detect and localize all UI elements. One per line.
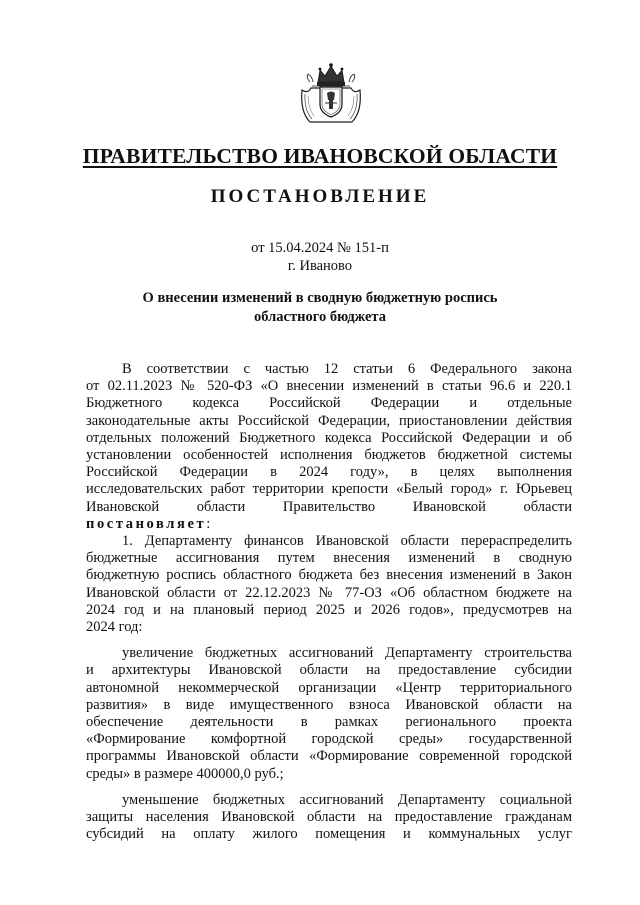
coat-of-arms-emblem bbox=[296, 60, 366, 128]
preamble-line: Бюджетного кодекса Российской Федерации и отдельные bbox=[86, 395, 572, 412]
resolves-line bbox=[86, 516, 572, 533]
resolves-word: постановляет bbox=[86, 515, 207, 532]
decrease-line: субсидий на оплату жилого помещения и коммунальных услуг bbox=[86, 826, 572, 843]
subject-line-2: областного бюджета bbox=[254, 309, 386, 325]
organization-title: ПРАВИТЕЛЬСТВО ИВАНОВСКОЙ ОБЛАСТИ bbox=[82, 144, 558, 168]
preamble-line: В соответствии с частью 12 статьи 6 Федерального закона bbox=[122, 361, 572, 377]
increase-line: среды» в размере 400000,0 руб.; bbox=[86, 765, 284, 782]
preamble-line: отдельных положений Бюджетного кодекса Российской Федерации и об bbox=[86, 429, 572, 446]
item1-line: 2024 год и на плановый период 2025 и 2026 годов», предусмотрев на bbox=[86, 601, 572, 618]
paragraph-gap bbox=[86, 636, 572, 645]
increase-line: увеличение бюджетных ассигнований Департаменту строительства bbox=[122, 645, 572, 662]
item1-line: Ивановской области от 22.12.2023 № 77-ОЗ «Об областном бюджете на bbox=[86, 584, 572, 601]
increase-line: программы Ивановской области «Формирование современной городской bbox=[86, 748, 572, 765]
preamble-line: Российской Федерации в 2024 году», в целях выполнения bbox=[86, 464, 572, 481]
preamble-line: законодательные акты Российской Федерации, приостановлении действия bbox=[86, 412, 572, 429]
item1-line: 2024 год: bbox=[86, 619, 143, 636]
document-type-heading: ПОСТАНОВЛЕНИЕ bbox=[210, 186, 430, 207]
subject-line-1: О внесении изменений в сводную бюджетную роспись bbox=[142, 290, 498, 306]
preamble-line: Ивановской области Правительство Ивановской области bbox=[86, 498, 572, 515]
decrease-line: уменьшение бюджетных ассигнований Департаменту социальной bbox=[122, 791, 572, 808]
document-body bbox=[86, 361, 572, 843]
paragraph-gap bbox=[86, 783, 572, 792]
item1-line: 1. Департаменту финансов Ивановской области перераспределить bbox=[122, 533, 572, 550]
date-number-line: от 15.04.2024 № 151-п bbox=[251, 240, 389, 256]
increase-line: автономной некоммерческой организации «Центр территориального bbox=[86, 679, 572, 696]
item1-line: бюджетные ассигнования путем внесения изменений в сводную bbox=[86, 550, 572, 567]
increase-line: обеспечение деятельности в рамках регионального проекта bbox=[86, 714, 572, 731]
city-line: г. Иваново bbox=[287, 258, 353, 274]
resolves-punct: : bbox=[206, 515, 211, 532]
decrease-line: защиты населения Ивановской области на предоставление гражданам bbox=[86, 809, 572, 826]
increase-line: развития» в виде имущественного взноса Ивановской области на bbox=[86, 696, 572, 713]
preamble-line: исследовательских работ территории крепости «Белый город» г. Юрьевец bbox=[86, 481, 572, 498]
increase-line: «Формирование комфортной городской среды» государственной bbox=[86, 731, 572, 748]
preamble-line: от 02.11.2023 № 520-ФЗ «О внесении изменений в статьи 96.6 и 220.1 bbox=[86, 378, 572, 395]
increase-line: и архитектуры Ивановской области на предоставление субсидии bbox=[86, 662, 572, 679]
preamble-line: установлении особенностей исполнения бюджетов бюджетной системы bbox=[86, 447, 572, 464]
item1-line: бюджетную роспись областного бюджета без внесения изменений в Закон bbox=[86, 567, 572, 584]
